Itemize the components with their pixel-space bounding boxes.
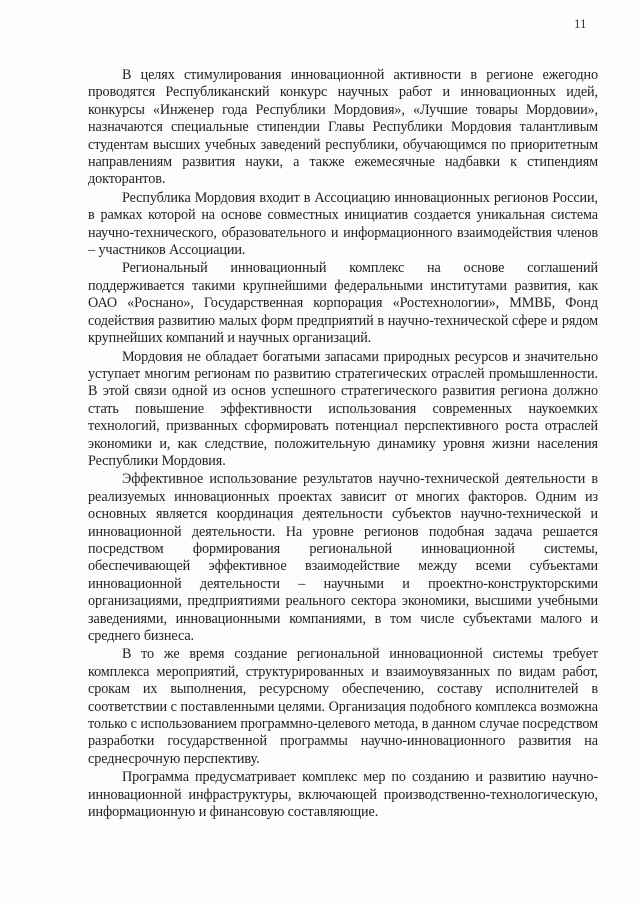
paragraph-association: Республика Мордовия входит в Ассоциацию инновационных регионов России, в рамках которой на основе совместных инициатив создается уникальная система научно-технического, образовательного и информационного взаимодействия членов – участников Ассоциации.	[88, 189, 598, 259]
paragraph-effective-use: Эффективное использование результатов научно-технической деятельности в реализуемых инновационных проектах зависит от многих факторов. Одним из основных является координация деятельности субъектов научно-технической и инновационной деятельности. На уровне регионов подобная задача решается посредством формирования региональной инновационной системы, обеспечивающей эффективное взаимодействие между всеми субъектами инновационной деятельности – научными и проектно-конструкторскими организациями, предприятиями реального сектора экономики, высшими учебными заведениями, инновационными компаниями, в том числе субъектами малого и среднего бизнеса.	[88, 471, 598, 644]
paragraph-regional-complex: Региональный инновационный комплекс на основе соглашений поддерживается такими крупнейшими федеральными институтами развития, как ОАО «Роснано», Государственная корпорация «Ростехнологии», ММВБ, Фонд содействия развитию малых форм предприятий в научно-технической сфере и рядом крупнейших компаний и научных организаций.	[88, 260, 598, 347]
paragraph-regional-system: В то же время создание региональной инновационной системы требует комплекса мероприятий, структурированных и взаимоувязанных по видам работ, срокам их выполнения, ресурсному обеспечению, составу исполнителей в соответствии с поставленными целями. Организация подобного комплекса возможна только с использованием программно-целевого метода, в данном случае посредством разработки государственной программы научно-инновационного развития на среднесрочную перспективу.	[88, 646, 598, 767]
paragraph-program: Программа предусматривает комплекс мер по созданию и развитию научно-инновационной инфраструктуры, включающей производственно-технологическую, информационную и финансовую составляющие.	[88, 769, 598, 821]
body-text	[88, 67, 598, 821]
paragraph-innovation-stimulus: В целях стимулирования инновационной активности в регионе ежегодно проводятся Республиканский конкурс научных работ и инновационных идей, конкурсы «Инженер года Республики Мордовия», «Лучшие товары Мордовии», назначаются специальные стипендии Главы Республики Мордовия талантливым студентам высших учебных заведений республики, обучающимся по приоритетным направлениям развития науки, а также ежемесячные надбавки к стипендиям докторантов.	[88, 67, 598, 188]
page-number: 11	[574, 16, 587, 31]
paragraph-resources: Мордовия не обладает богатыми запасами природных ресурсов и значительно уступает многим регионам по развитию стратегических отраслей промышленности. В этой связи одной из основ успешного стратегического развития региона должно стать повышение эффективности использования современных наукоемких технологий, призванных сформировать потенциал перспективного роста отраслей экономики и, как следствие, положительную динамику уровня жизни населения Республики Мордовия.	[88, 348, 598, 469]
